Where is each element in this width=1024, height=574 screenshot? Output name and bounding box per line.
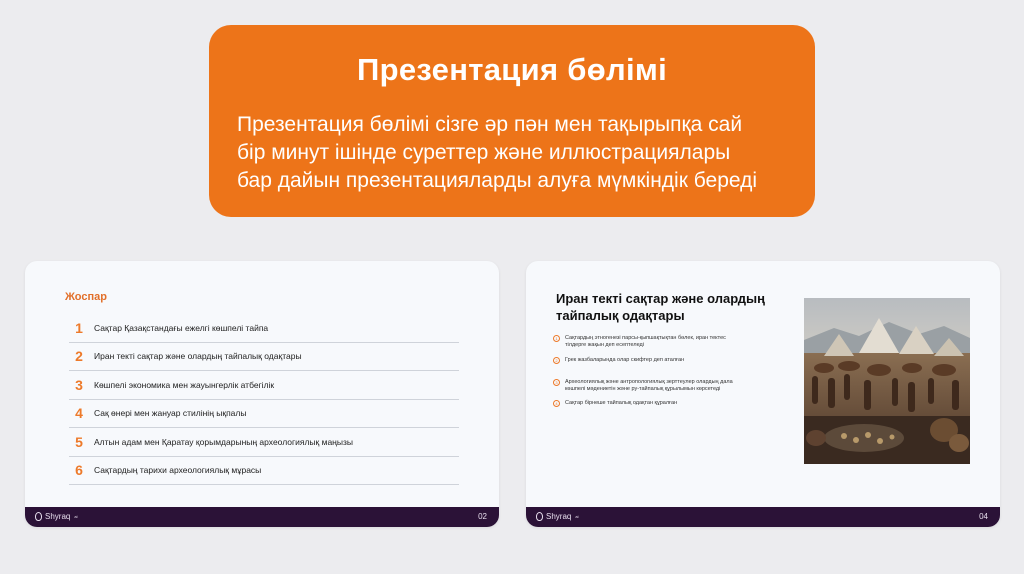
bullet-number: 2 <box>553 357 560 364</box>
plan-item-number: 5 <box>75 433 83 450</box>
bullet-line: Археологиялық және антропологиялық зерттеулер олардың дала <box>565 379 733 385</box>
bullet-line: көшпелі мәдениетін және ру-тайпалық құрылымын көрсетеді <box>565 386 721 392</box>
shyraq-logo <box>35 512 77 521</box>
plan-item-number: 6 <box>75 462 83 479</box>
plan-list <box>69 314 459 485</box>
flame-icon <box>536 512 543 521</box>
bullet-line: Сақтардың этногенезі парсы-қыпшақтықтан бөлек, иран тектес <box>565 335 726 341</box>
slide-preview-plan[interactable] <box>25 261 499 527</box>
bullet-list <box>553 335 783 407</box>
slide-preview-saka[interactable] <box>526 261 1000 527</box>
bullet-number: 1 <box>553 335 560 342</box>
shyraq-logo <box>536 512 578 521</box>
plan-item-text: Сақ өнері мен жануар стилінің ықпалы <box>94 408 247 419</box>
bullet-item <box>553 400 783 407</box>
slide-title <box>556 290 806 324</box>
bullet-text <box>565 400 677 407</box>
bullet-number: 3 <box>553 379 560 386</box>
plan-item <box>69 314 459 343</box>
plan-item-text: Көшпелі экономика мен жауынгерлік атбегілік <box>94 379 275 390</box>
logo-sup: ai <box>74 514 78 519</box>
plan-item-text: Иран текті сақтар және олардың тайпалық одақтары <box>94 351 302 362</box>
logo-sup: ai <box>575 514 579 519</box>
plan-item <box>69 371 459 400</box>
logo-text: Shyraq <box>45 512 71 521</box>
bullet-item <box>553 379 783 393</box>
presentation-section-banner <box>209 25 815 217</box>
plan-item-number: 4 <box>75 405 83 422</box>
slide-footer <box>526 507 1000 527</box>
slide-footer <box>25 507 499 527</box>
bullet-line: Грек жазбаларында олар скифтер деп аталған <box>565 357 685 363</box>
plan-item-number: 3 <box>75 376 83 393</box>
bullet-text <box>565 379 733 393</box>
nomad-camp-photo <box>804 298 970 464</box>
page-number: 04 <box>979 512 988 521</box>
plan-item-text: Сақтардың тарихи археологиялық мұрасы <box>94 465 262 476</box>
plan-item <box>69 457 459 486</box>
logo-text: Shyraq <box>546 512 572 521</box>
bullet-item <box>553 335 783 349</box>
nomad-camp-illustration <box>804 298 970 464</box>
bullet-text <box>565 335 726 349</box>
banner-line-2: бір минут ішінде суреттер және иллюстрациялары <box>237 141 731 164</box>
banner-description <box>237 111 797 195</box>
page-number: 02 <box>478 512 487 521</box>
bullet-number: 4 <box>553 400 560 407</box>
banner-line-3: бар дайын презентацияларды алуға мүмкіндік береді <box>237 169 758 192</box>
slide-title-line: Иран текті сақтар және олардың <box>556 291 766 306</box>
plan-item <box>69 400 459 429</box>
bullet-line: Сақтар бірнеше тайпалық одақтан құралған <box>565 400 678 406</box>
slide-title-line: тайпалық одақтары <box>556 308 685 323</box>
plan-item <box>69 428 459 457</box>
plan-item-number: 2 <box>75 348 83 365</box>
bullet-line: тілдерге жақын деп есептеледі <box>565 342 644 348</box>
plan-title: Жоспар <box>65 291 107 303</box>
bullet-text <box>565 357 684 364</box>
plan-item-number: 1 <box>75 319 83 336</box>
bullet-item <box>553 357 783 364</box>
plan-item-text: Сақтар Қазақстандағы ежелгі көшпелі тайпа <box>94 322 269 333</box>
plan-item-text: Алтын адам мен Қаратау қорымдарының археологиялық маңызы <box>94 436 353 447</box>
flame-icon <box>35 512 42 521</box>
banner-title: Презентация бөлімі <box>357 52 667 87</box>
plan-item <box>69 343 459 372</box>
banner-line-1: Презентация бөлімі сізге әр пән мен тақырыпқа сай <box>237 113 743 136</box>
